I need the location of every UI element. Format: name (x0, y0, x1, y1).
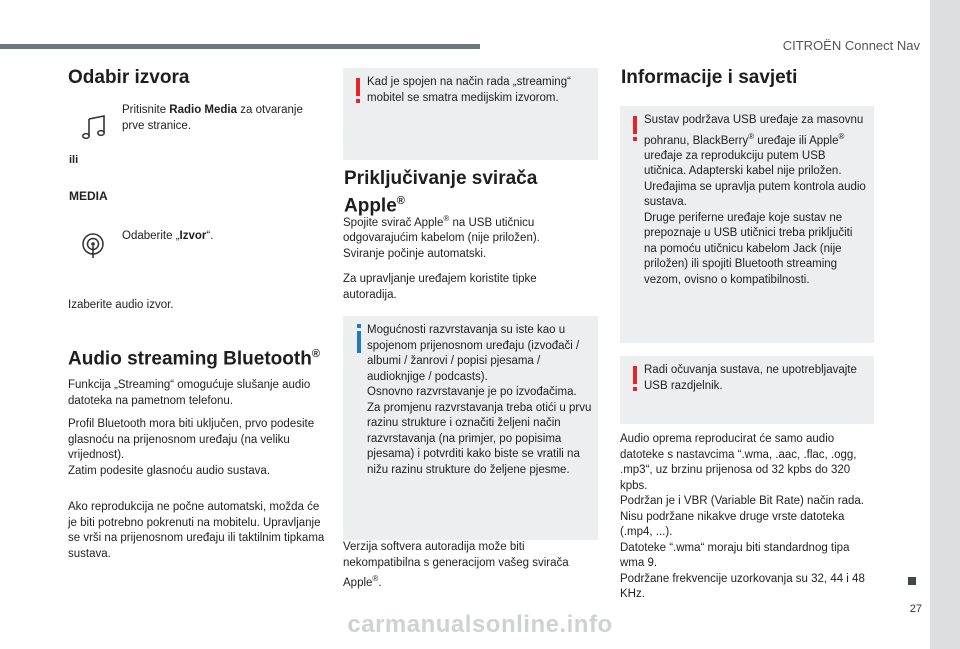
heading-odabir-izvora: Odabir izvora (68, 67, 190, 88)
source-target-icon (79, 231, 107, 259)
warning-text-streaming: Kad je spojen na način rada „streaming“ mobitel se smatra medijskim izvorom. (367, 76, 571, 104)
playback-paragraph: Ako reprodukcija ne počne automatski, možda će je biti potrebno pokrenuti na mobitelu. Upravljanje se vrši na prijenosnom uređaju ili taktilnim tipkama sustava. (68, 501, 325, 560)
or-label: ili (69, 154, 79, 166)
heading-informacije: Informacije i savjeti (621, 67, 798, 88)
step-izvor: Odaberite „Izvor“. (122, 230, 214, 242)
heading-audio-streaming: Audio streaming Bluetooth® (68, 348, 320, 370)
apple-connect-paragraph: Spojite svirač Apple® na USB utičnicu odgovarajućim kabelom (nije priložen). Sviranje počinje automatski. (343, 214, 540, 260)
page-number: 27 (909, 603, 922, 615)
warning-box-streaming (343, 68, 598, 160)
top-bar (0, 44, 480, 49)
warning-icon (630, 366, 640, 392)
continue-marker (908, 577, 916, 585)
choose-source-text: Izaberite audio izvor. (68, 299, 174, 311)
warning-text-usb: Sustav podržava USB uređaje za masovnu pohranu, BlackBerry® uređaje ili Apple® uređaje za reprodukciju putem USB utičnica. Adapterski kabel nije priložen. Uređajima se upravlja putem kontrola audio sustava. Druge periferne uređaje koje sustav ne prepoznaje u USB utičnici treba priključiti na pomoću utičnicu kabelom Jack (nije priložen) ili spojiti Bluetooth streaming vezom, ovisno o kompatibilnosti. (644, 114, 866, 286)
media-label: MEDIA (69, 189, 108, 203)
warning-icon (630, 116, 640, 142)
warning-icon (353, 78, 363, 104)
info-box-sorting (343, 316, 598, 540)
info-icon (353, 324, 365, 354)
warning-text-hub: Radi očuvanja sustava, ne upotrebljavajte USB razdjelnik. (644, 364, 857, 392)
watermark: carmanualsonline.info (347, 611, 613, 638)
streaming-paragraph: Funkcija „Streaming“ omogućuje slušanje audio datoteka na pametnom telefonu. (68, 379, 311, 407)
side-bar (930, 0, 960, 649)
bluetooth-paragraph: Profil Bluetooth mora biti uključen, prvo podesite glasnoću na prijenosnom uređaju (na veliku vrijednost). Zatim podesite glasnoću audio sustava. (68, 418, 315, 477)
apple-version-paragraph: Verzija softvera autoradija može biti nekompatibilna s generacijom vašeg svirača Apple®. (343, 541, 569, 589)
step-radio-media: Pritisnite Radio Media za otvaranje prve stranice. (122, 104, 303, 132)
apple-control-paragraph: Za upravljanje uređajem koristite tipke autoradija. (343, 273, 537, 301)
music-note-icon (80, 113, 108, 141)
heading-apple: Priključivanje svirača Apple® (344, 168, 538, 217)
warning-box-usb (620, 106, 874, 343)
warning-box-hub (620, 356, 874, 424)
page-header: CITROËN Connect Nav (782, 38, 920, 53)
info-text-sorting: Mogućnosti razvrstavanja su iste kao u spojenom prijenosnom uređaju (izvođači / albumi / žanrovi / popisi pjesama / audioknjige / podcasts). Osnovno razvrstavanje je po izvođačima. Za promjenu razvrstavanja treba otići u prvu razinu strukture i označiti željeni način razvrstavanja (na primjer, po popisima pjesama) i potvrditi kako biste se vratili na nižu razinu strukture do željene pjesme. (367, 324, 592, 476)
audio-formats-paragraph: Audio oprema reproducirat će samo audio datoteke s nastavcima “.wma, .aac, .flac, .ogg, .mp3“, uz brzinu prijenosa od 32 kpbs do 320 kpbs. Podržan je i VBR (Variable Bit Rate) način rada. Nisu podržane nikakve druge vrste datoteka (.mp4, ...). Datoteke “.wma“ moraju biti standardnog tipa wma 9. Podržane frekvencije uzorkovanja su 32, 44 i 48 KHz. (620, 433, 865, 600)
